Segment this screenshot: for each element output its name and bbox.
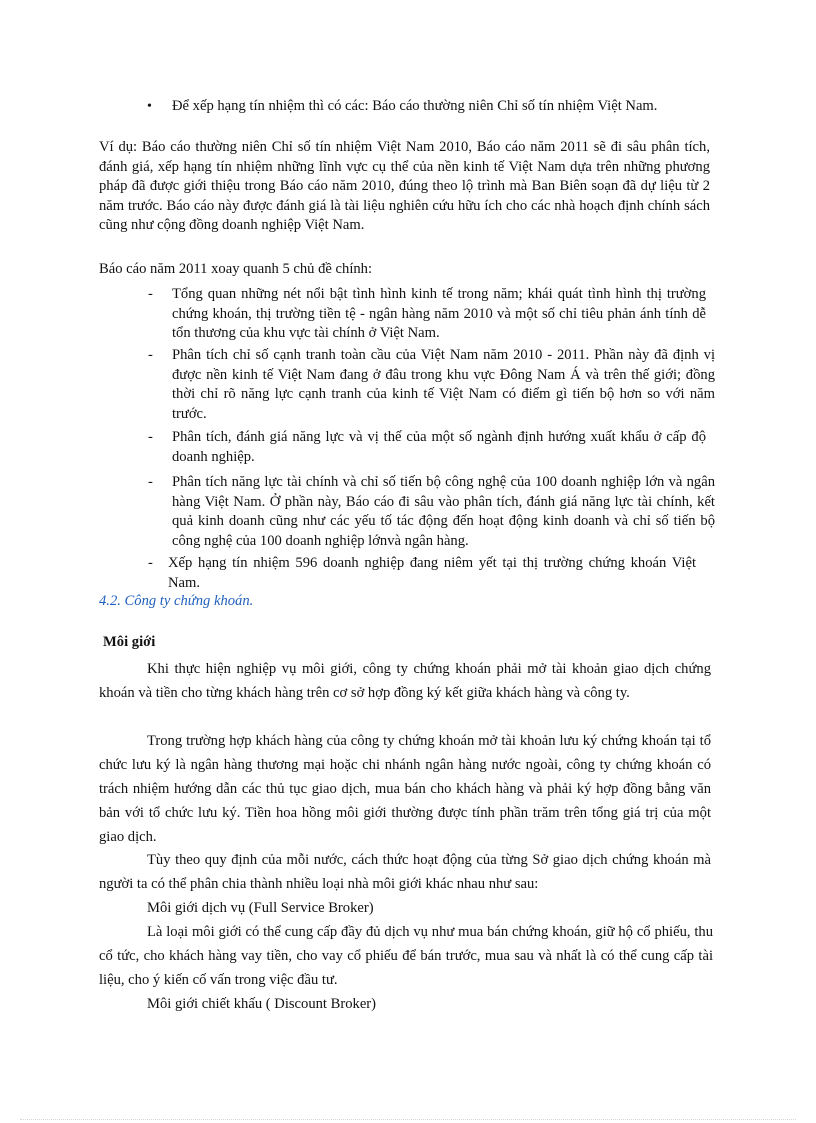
bullet-item-text: Để xếp hạng tín nhiệm thì có các: Báo cáo thường niên Chỉ số tín nhiệm Việt Nam. [172, 98, 658, 114]
dash-marker: - [148, 474, 153, 490]
paragraph-3: Tùy theo quy định của mỗi nước, cách thức hoạt động của từng Sở giao dịch chứng khoán mà người ta có thể phân chia thành nhiều loại nhà môi giới khác nhau như sau: [99, 852, 711, 892]
example-paragraph: Ví dụ: Báo cáo thường niên Chỉ số tín nhiệm Việt Nam 2010, Báo cáo năm 2011 sẽ đi sâu phân tích, đánh giá, xếp hạng tín nhiệm những lĩnh vực cụ thể của nền kinh tế Việt Nam dựa trên những phương pháp đã được giới thiệu trong Báo cáo năm 2010, đúng theo lộ trình mà Ban Biên soạn đã dự liệu từ 2 năm trước. Báo cáo này được đánh giá là tài liệu nghiên cứu hữu ích cho các nhà hoạch định chính sách cũng như cộng đồng doanh nghiệp Việt Nam. [99, 139, 710, 233]
paragraph-6: Môi giới chiết khấu ( Discount Broker) [147, 996, 377, 1012]
theme-item-2: Phân tích chỉ số cạnh tranh toàn cầu của Việt Nam năm 2010 - 2011. Phần này đã định vị được nền kinh tế Việt Nam đang ở đâu trong khu vực Đông Nam Á và trên thế giới; đồng thời chỉ rõ năng lực cạnh tranh của kinh tế Việt Nam có điểm gì tiến bộ hơn so với năm trước. [172, 347, 715, 422]
dash-marker: - [148, 429, 153, 445]
theme-item-5: Xếp hạng tín nhiệm 596 doanh nghiệp đang niêm yết tại thị trường chứng khoán Việt Nam. [168, 555, 696, 591]
subheading: Môi giới [103, 634, 156, 650]
paragraph-2: Trong trường hợp khách hàng của công ty chứng khoán mở tài khoản lưu ký chứng khoán tại tổ chức lưu ký là ngân hàng thương mại hoặc chi nhánh ngân hàng nước ngoài, công ty chứng khoán có trách nhiệm hướng dẫn các thủ tục giao dịch, mua bán cho khách hàng và phải ký hợp đồng bằng văn bản với tổ chức lưu ký. Tiền hoa hồng môi giới thường được tính phần trăm trên tổng giá trị của một giao dịch. [99, 733, 711, 845]
paragraph-5: Là loại môi giới có thể cung cấp đầy đủ dịch vụ như mua bán chứng khoán, giữ hộ cổ phiếu, thu cổ tức, cho khách hàng vay tiền, cho vay cổ phiếu để bán trước, mua sau và nhất là có thể cung cấp tài liệu, cho ý kiến cố vấn trong việc đầu tư. [99, 924, 713, 988]
paragraph-1: Khi thực hiện nghiệp vụ môi giới, công ty chứng khoán phải mở tài khoản giao dịch chứng khoán và tiền cho từng khách hàng trên cơ sở hợp đồng ký kết giữa khách hàng và công ty. [99, 661, 711, 701]
theme-item-4: Phân tích năng lực tài chính và chỉ số tiến bộ công nghệ của 100 doanh nghiệp lớn và ngân hàng Việt Nam. Ở phần này, Báo cáo đi sâu vào phân tích, đánh giá năng lực tài chính, kết quả kinh doanh cũng như các yếu tố tác động đến hoạt động kinh doanh và chỉ số tiến bộ công nghệ của 100 doanh nghiệp lớnvà ngân hàng. [172, 474, 715, 549]
themes-intro: Báo cáo năm 2011 xoay quanh 5 chủ đề chính: [99, 261, 373, 277]
theme-item-3: Phân tích, đánh giá năng lực và vị thế của một số ngành định hướng xuất khẩu ở cấp độ doanh nghiệp. [172, 429, 706, 465]
section-heading: 4.2. Công ty chứng khoán. [99, 593, 254, 609]
bullet-icon: • [147, 99, 152, 114]
page-bottom-divider [20, 1119, 796, 1120]
paragraph-4: Môi giới dịch vụ (Full Service Broker) [147, 900, 374, 916]
theme-item-1: Tổng quan những nét nổi bật tình hình kinh tế trong năm; khái quát tình hình thị trường chứng khoán, thị trường tiền tệ - ngân hàng năm 2010 và một số chỉ tiêu phản ánh tính dễ tổn thương của khu vực tài chính ở Việt Nam. [172, 286, 706, 341]
dash-marker: - [148, 347, 153, 363]
dash-marker: - [148, 286, 153, 302]
dash-marker: - [148, 555, 153, 571]
